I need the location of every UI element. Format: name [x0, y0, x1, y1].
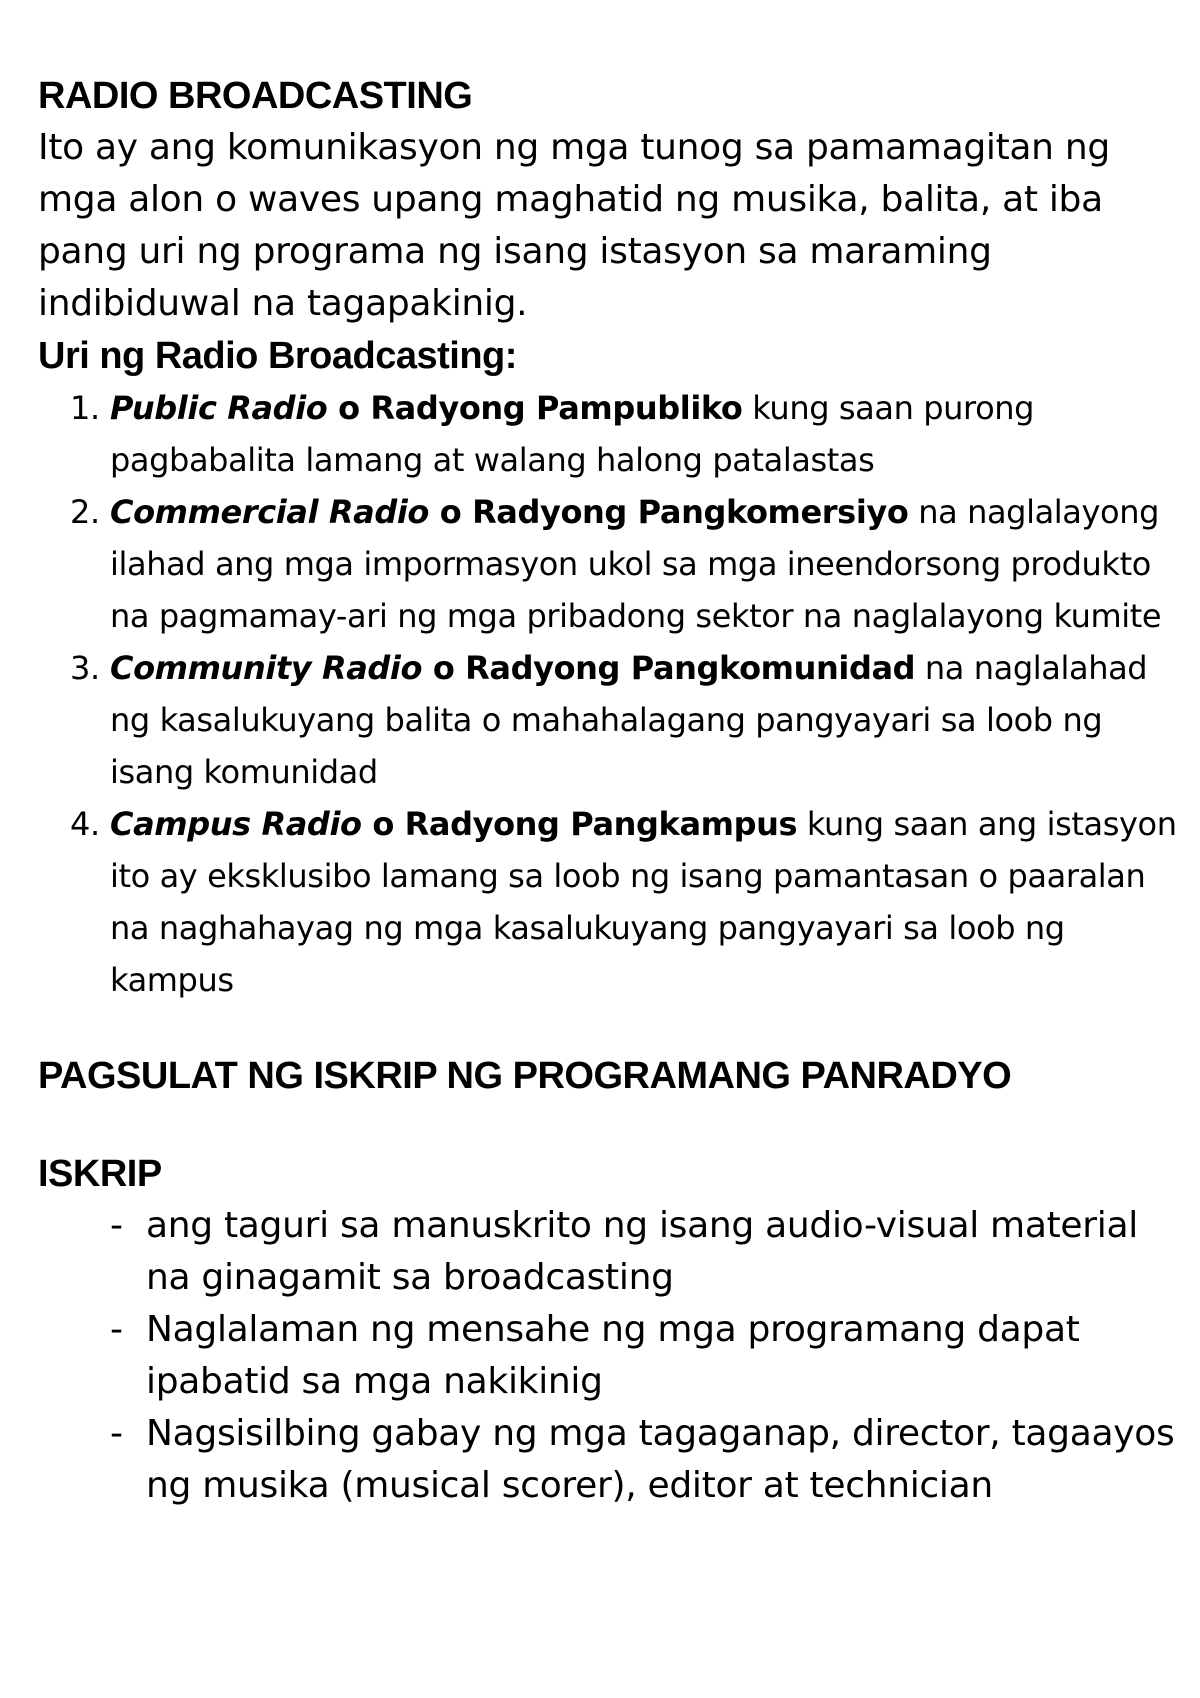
bullet-text: Naglalaman ng mensahe ng mga programang dapat ipabatid sa mga nakikinig — [146, 1309, 1080, 1402]
list-number: 1. — [70, 389, 100, 427]
bullet-text: Nagsisilbing gabay ng mga tagaganap, director, tagaayos ng musika (musical scorer), editor at technician — [146, 1413, 1175, 1506]
type-connector: o — [327, 389, 371, 427]
list-item — [38, 1200, 1178, 1304]
script-writing-title: PAGSULAT NG ISKRIP NG PROGRAMANG PANRADYO — [38, 1055, 1012, 1097]
type-local-term: Radyong Pangkampus — [404, 805, 798, 843]
list-number: 4. — [70, 805, 100, 843]
section-spacer — [38, 1006, 1178, 1050]
bullet-text: ang taguri sa manuskrito ng isang audio-visual material na ginagamit sa broadcasting — [146, 1205, 1138, 1298]
type-local-term: Radyong Pangkomersiyo — [472, 493, 909, 531]
iskrip-bullet-list — [38, 1200, 1178, 1512]
type-term: Commercial Radio — [110, 493, 429, 531]
list-item — [38, 382, 1178, 486]
type-connector: o — [428, 493, 473, 531]
type-description: kung saan ang istasyon ito ay eksklusibo lamang sa loob ng isang pamantasan o paaralan na naghahayag ng mga kasalukuyang pangyayari sa loob ng kampus — [110, 805, 1177, 999]
type-description: na naglalahad ng kasalukuyang balita o mahahalagang pangyayari sa loob ng isang komunidad — [110, 649, 1148, 791]
list-number: 2. — [70, 493, 100, 531]
type-local-term: Radyong Pampubliko — [370, 389, 743, 427]
list-item — [38, 798, 1178, 1006]
section-spacer — [38, 1102, 1178, 1148]
type-local-term: Radyong Pangkomunidad — [465, 649, 916, 687]
iskrip-title: ISKRIP — [38, 1153, 162, 1195]
list-item — [38, 642, 1178, 798]
type-description: na naglalayong ilahad ang mga impormasyon ukol sa mga ineendorsong produkto na pagmamay-ari ng mga pribadong sektor na naglalayong kumite — [110, 493, 1162, 635]
type-connector: o — [361, 805, 405, 843]
dash-bullet: - — [110, 1309, 123, 1350]
type-term: Campus Radio — [110, 805, 362, 843]
list-item — [38, 1304, 1178, 1408]
radio-types-list — [38, 382, 1178, 1006]
dash-bullet: - — [110, 1413, 123, 1454]
document-page — [38, 70, 1178, 1512]
types-heading: Uri ng Radio Broadcasting: — [38, 335, 517, 377]
type-term: Public Radio — [110, 389, 328, 427]
radio-broadcasting-title: RADIO BROADCASTING — [38, 75, 473, 117]
radio-broadcasting-definition: Ito ay ang komunikasyon ng mga tunog sa pamamagitan ng mga alon o waves upang maghatid ng musika, balita, at iba pang uri ng programa ng isang istasyon sa maraming indibiduwal na tagapakinig. — [38, 127, 1110, 324]
dash-bullet: - — [110, 1205, 123, 1246]
list-number: 3. — [70, 649, 100, 687]
type-connector: o — [422, 649, 466, 687]
list-item — [38, 1408, 1178, 1512]
type-term: Community Radio — [110, 649, 423, 687]
list-item — [38, 486, 1178, 642]
type-description: kung saan purong pagbabalita lamang at walang halong patalastas — [110, 389, 1035, 479]
